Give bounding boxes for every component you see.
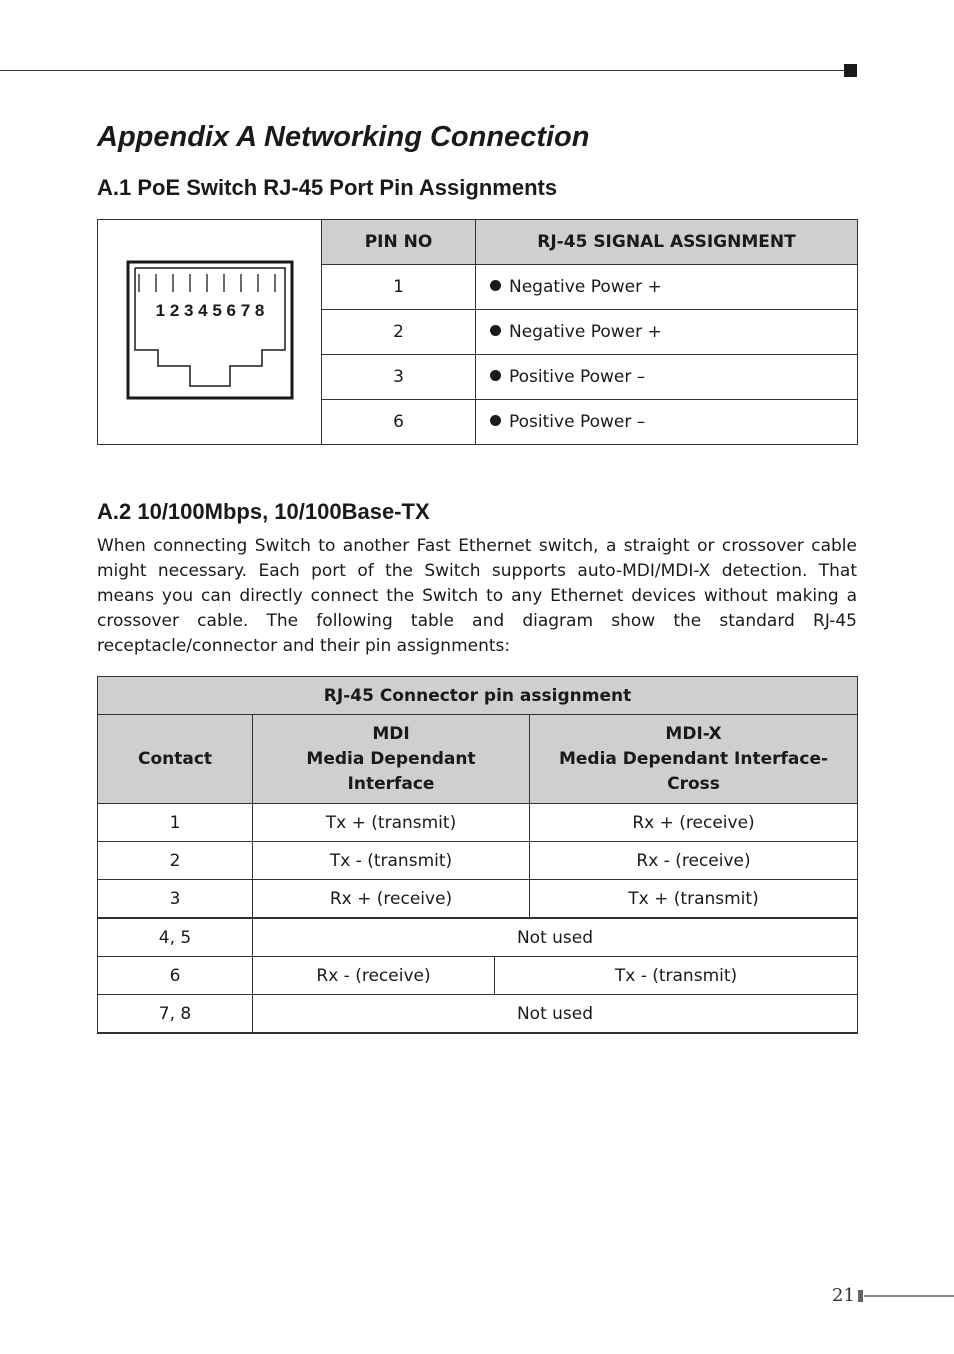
table-row — [98, 804, 858, 842]
mdix-cell: Rx + (receive) — [530, 804, 858, 842]
contact-cell: 7, 8 — [98, 995, 253, 1034]
table-row — [98, 995, 858, 1034]
rj45-jack-icon — [126, 260, 294, 400]
page-title: Appendix A Networking Connection — [97, 121, 590, 153]
section-a1-title: A.1 PoE Switch RJ-45 Port Pin Assignments — [97, 175, 558, 200]
mdix-cell: Tx - (transmit) — [495, 957, 858, 995]
mdi-cell: Tx - (transmit) — [253, 842, 530, 880]
connector-pin-numbers: 1 2 3 4 5 6 7 8 — [155, 300, 264, 320]
footer-marker — [858, 1290, 863, 1302]
merged-cell: Not used — [253, 995, 858, 1034]
signal-assignment: Positive Power – — [476, 355, 858, 400]
bullet-icon — [490, 280, 501, 291]
signal-assignment: Negative Power + — [476, 310, 858, 355]
header-mdix: MDI-X Media Dependant Interface- Cross — [530, 715, 858, 804]
signal-assignment: Positive Power – — [476, 400, 858, 445]
contact-cell: 6 — [98, 957, 253, 995]
mdi-cell: Rx - (receive) — [253, 957, 495, 995]
pin-number: 2 — [322, 310, 476, 355]
footer-rule — [864, 1295, 954, 1297]
table-row — [98, 880, 858, 919]
section-a2-paragraph: When connecting Switch to another Fast Ethernet switch, a straight or crossover cable might necessary. Each port of the Switch supports auto-MDI/MDI-X detection. That means you can directly connect the Switch to any Ethernet devices without making a crossover cable. The following table and diagram show the standard RJ-45 receptacle/connector and their pin assignments: — [97, 536, 857, 656]
bullet-icon — [490, 415, 501, 426]
pin-number: 3 — [322, 355, 476, 400]
section-a2-title: A.2 10/100Mbps, 10/100Base-TX — [97, 499, 430, 524]
header-signal-assignment: RJ-45 SIGNAL ASSIGNMENT — [476, 220, 858, 265]
pin-number: 1 — [322, 265, 476, 310]
mdi-cell: Rx + (receive) — [253, 880, 530, 919]
table-row — [98, 918, 858, 957]
signal-assignment: Negative Power + — [476, 265, 858, 310]
merged-cell: Not used — [253, 918, 858, 957]
pin-number: 6 — [322, 400, 476, 445]
header-rule — [0, 70, 846, 71]
contact-cell: 2 — [98, 842, 253, 880]
table-title: RJ-45 Connector pin assignment — [98, 677, 858, 715]
table-row — [98, 842, 858, 880]
bullet-icon — [490, 325, 501, 336]
poe-pin-table — [97, 219, 858, 445]
rj45-connector-diagram — [98, 220, 322, 445]
header-pin-no: PIN NO — [322, 220, 476, 265]
header-mdi: MDI Media Dependant Interface — [253, 715, 530, 804]
mdix-cell: Tx + (transmit) — [530, 880, 858, 919]
rj45-connector-pin-table — [97, 676, 858, 1034]
mdi-cell: Tx + (transmit) — [253, 804, 530, 842]
contact-cell: 4, 5 — [98, 918, 253, 957]
contact-cell: 1 — [98, 804, 253, 842]
mdix-cell: Rx - (receive) — [530, 842, 858, 880]
page-number: 21 — [832, 1285, 855, 1306]
contact-cell: 3 — [98, 880, 253, 919]
bullet-icon — [490, 370, 501, 381]
header-square-marker — [844, 64, 857, 77]
table-row — [98, 957, 858, 995]
header-contact: Contact — [98, 715, 253, 804]
